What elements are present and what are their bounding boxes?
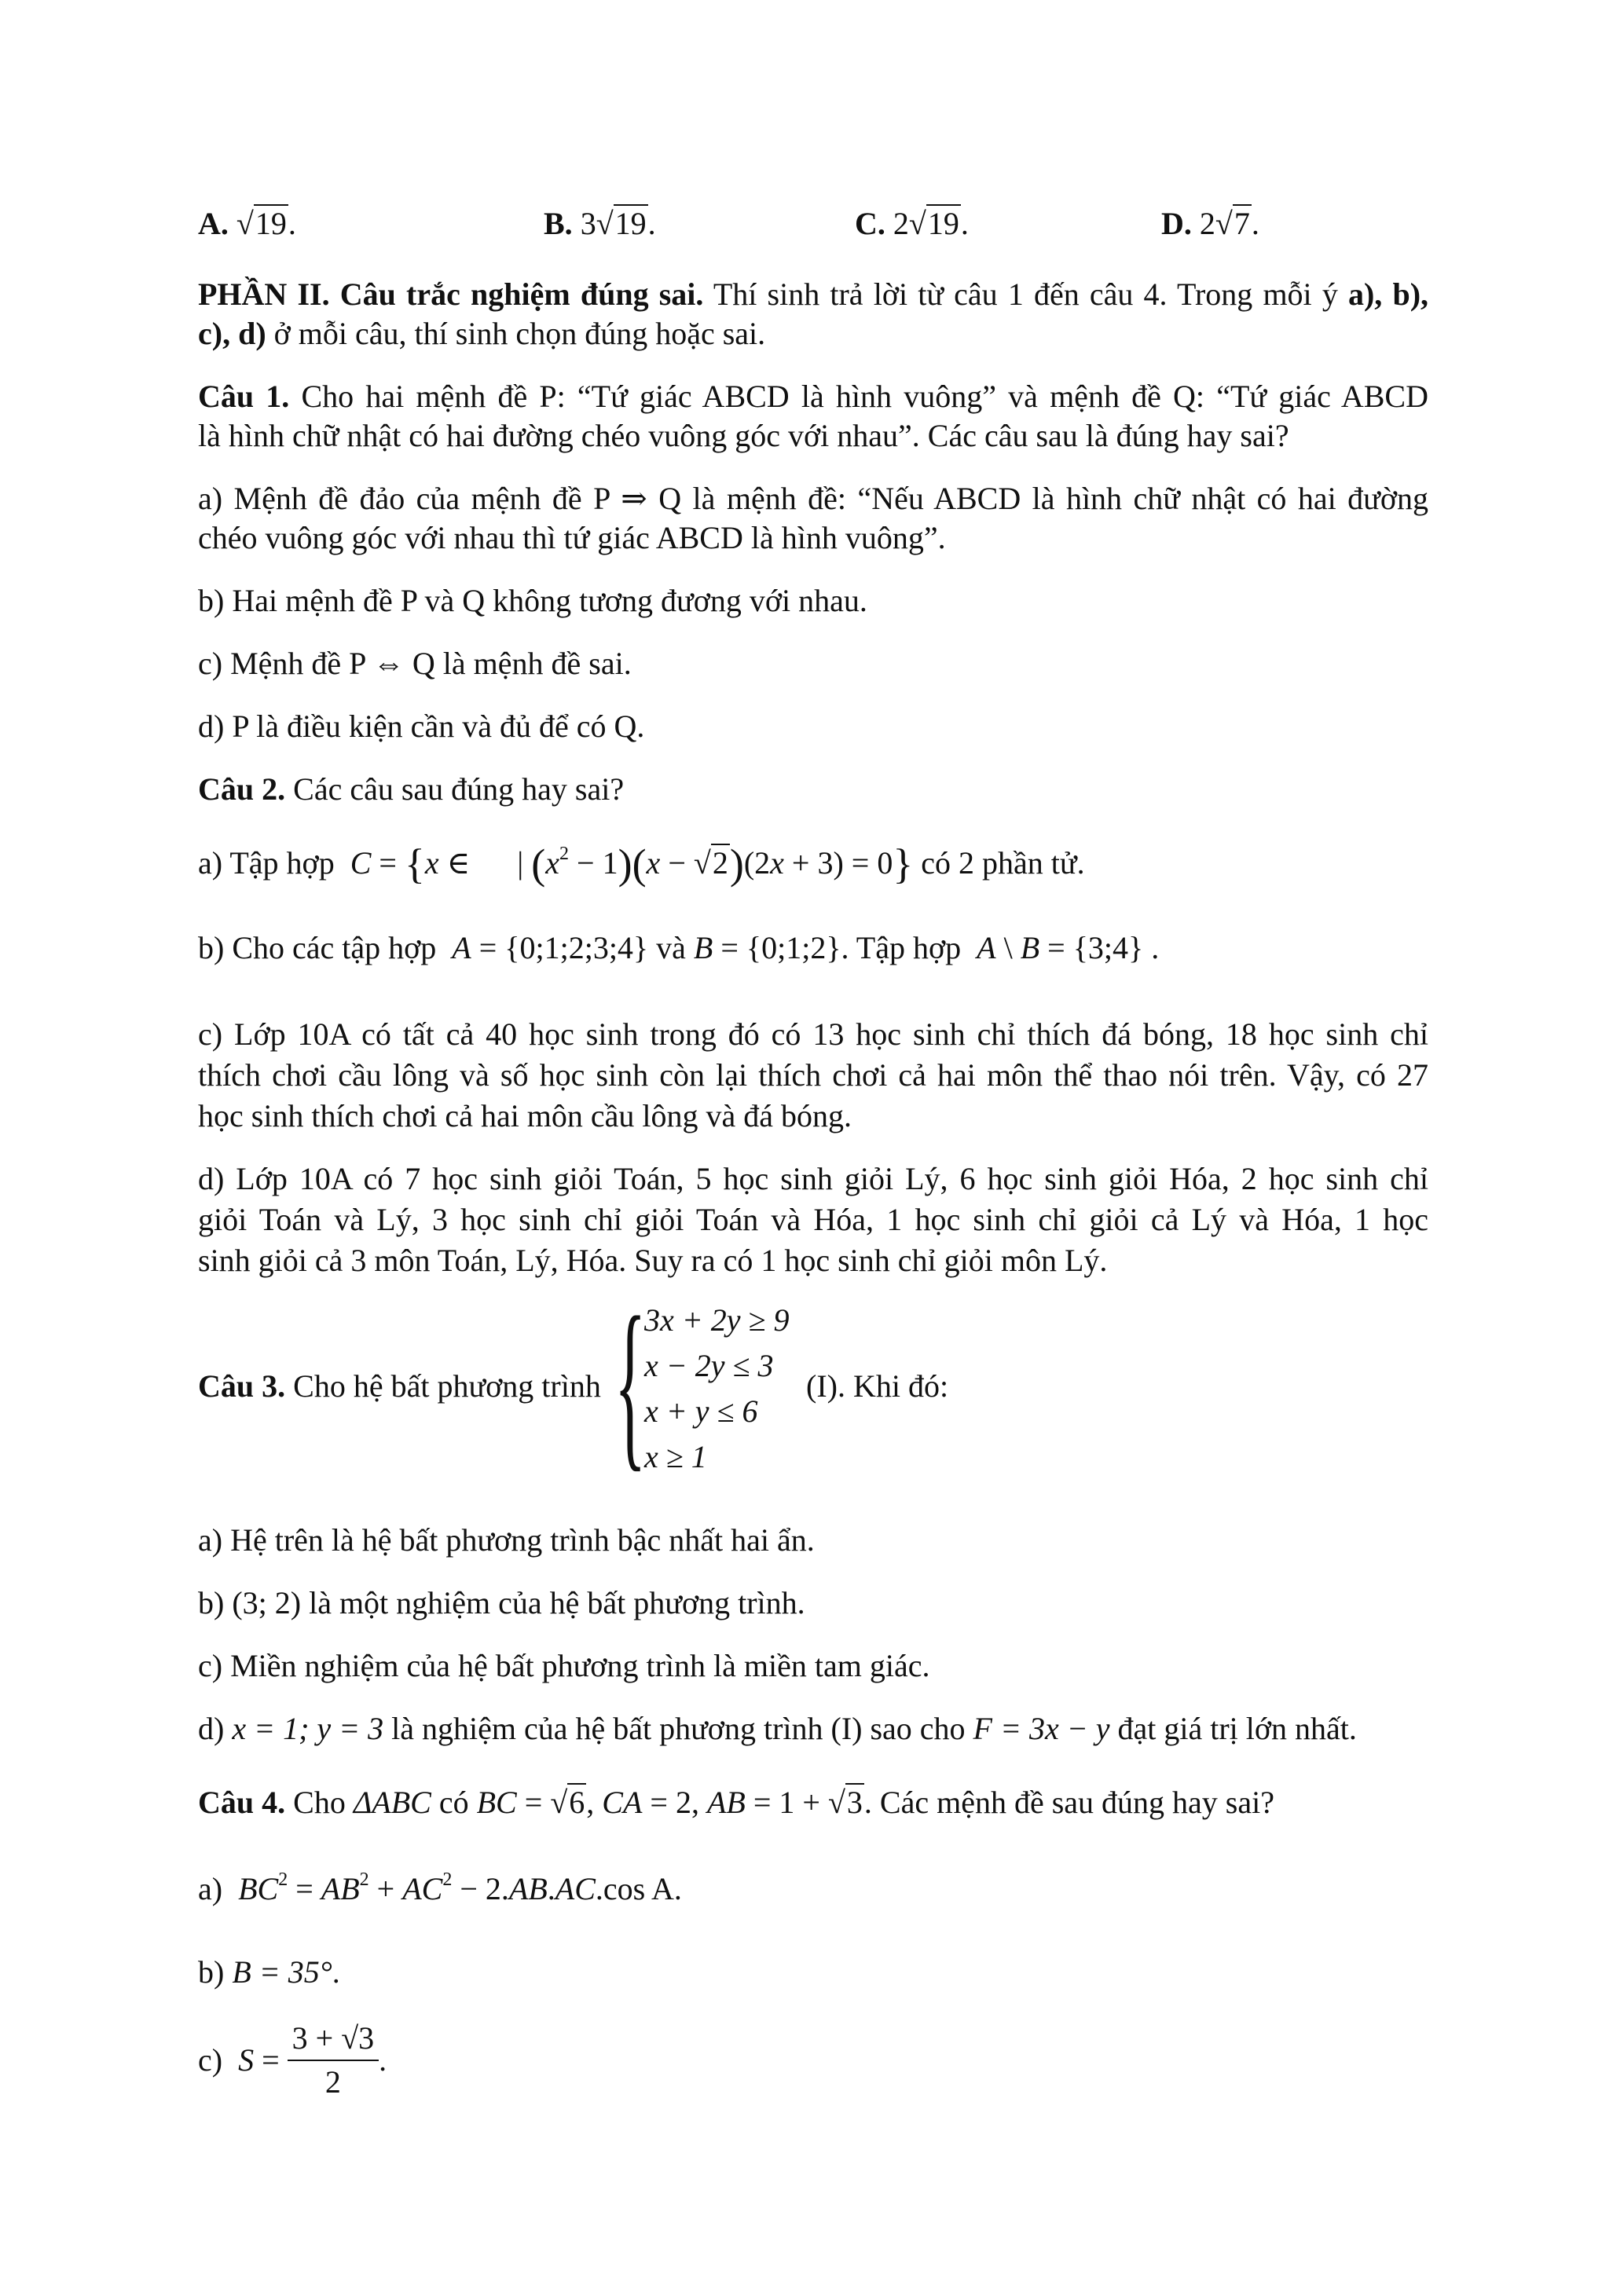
q2-option-c-line1: c) Lớp 10A có tất cả 40 học sinh trong đó có 13 học sinh chỉ thích đá bóng, 18 học sinh chỉ xyxy=(198,1016,1428,1052)
q3-system-label: (I). Khi đó: xyxy=(806,1368,949,1404)
part2-intro-line1: PHẦN II. Câu trắc nghiệm đúng sai. Thí sinh trả lời từ câu 1 đến câu 4. Trong mỗi ý a), b), xyxy=(198,276,1429,312)
q2-option-c-line2: thích chơi cầu lông và số học sinh còn lại thích chơi cả hai môn thể thao nói trên. Vậy, có 27 xyxy=(198,1057,1428,1093)
sqrt-expression: √7 xyxy=(1215,206,1250,241)
q1-option-c: c) Mệnh đề P ⇔ Q là mệnh đề sai. xyxy=(198,646,632,681)
sqrt-expression: √19 xyxy=(908,206,959,241)
set-c-expression: C xyxy=(342,845,372,881)
q1-option-b: b) Hai mệnh đề P và Q không tương đương với nhau. xyxy=(198,583,867,618)
option-d: D. 2√7. xyxy=(1161,203,1259,245)
sqrt-expression: √19 xyxy=(596,206,647,241)
system-row-2: x − 2y ≤ 3 xyxy=(644,1348,774,1383)
q2-option-d-line3: sinh giỏi cả 3 môn Toán, Lý, Hóa. Suy ra có 1 học sinh chỉ giỏi môn Lý. xyxy=(198,1243,1108,1278)
fraction: $\frac{3 + √3}{2}$ xyxy=(288,2017,379,2104)
system-brace: { xyxy=(614,1278,647,1487)
q2-option-d-line1: d) Lớp 10A có 7 học sinh giỏi Toán, 5 học sinh giỏi Lý, 6 học sinh giỏi Hóa, 2 học sinh chỉ xyxy=(198,1161,1428,1196)
q3-option-b: b) (3; 2) là một nghiệm của hệ bất phương trình. xyxy=(198,1585,805,1620)
q2-option-b: b) Cho các tập hợp A = {0;1;2;3;4} và B = {0;1;2}. Tập hợp A \ B = {3;4} . xyxy=(198,930,1160,965)
system-row-4: x ≥ 1 xyxy=(644,1439,707,1474)
q1-stem-line1: Câu 1. Cho hai mệnh đề P: “Tứ giác ABCD là hình vuông” và mệnh đề Q: “Tứ giác ABCD xyxy=(198,379,1428,414)
q2-option-c-line3: học sinh thích chơi cả hai môn cầu lông và đá bóng. xyxy=(198,1098,852,1133)
q1-option-a-line1: a) Mệnh đề đảo của mệnh đề P ⇒ Q là mệnh đề: “Nếu ABCD là hình chữ nhật có hai đường xyxy=(198,481,1428,516)
q3-stem: Câu 3. Cho hệ bất phương trình xyxy=(198,1368,601,1404)
option-b: B. 3√19. xyxy=(544,203,656,245)
part2-intro-line2: c), d) ở mỗi câu, thí sinh chọn đúng hoặc sai. xyxy=(198,316,766,351)
system-row-3: x + y ≤ 6 xyxy=(644,1393,758,1429)
q4-option-c: c) S = $\frac{3 + √3}{2}$ . xyxy=(198,2020,387,2107)
option-a: A. √19. xyxy=(198,203,296,245)
q3-option-a: a) Hệ trên là hệ bất phương trình bậc nhất hai ẩn. xyxy=(198,1522,815,1558)
q3-option-d: d) x = 1; y = 3 là nghiệm của hệ bất phương trình (I) sao cho F = 3x − y đạt giá trị lớn nhất. xyxy=(198,1711,1357,1746)
q1-stem-line2: là hình chữ nhật có hai đường chéo vuông góc với nhau”. Các câu sau là đúng hay sai? xyxy=(198,418,1289,453)
q1-option-a-line2: chéo vuông góc với nhau thì tứ giác ABCD là hình vuông”. xyxy=(198,520,946,555)
q4-stem: Câu 4. Cho ΔABC có BC = √6, CA = 2, AB = 1 + √3. Các mệnh đề sau đúng hay sai? xyxy=(198,1785,1274,1820)
q2-option-d-line2: giỏi Toán và Lý, 3 học sinh chỉ giỏi Toán và Hóa, 1 học sinh chỉ giỏi cả Lý và Hóa, 1 học xyxy=(198,1202,1428,1237)
system-row-1: 3x + 2y ≥ 9 xyxy=(644,1302,790,1338)
sqrt-expression: √19 xyxy=(236,206,287,241)
q1-option-d: d) P là điều kiện cần và đủ để có Q. xyxy=(198,709,645,744)
option-c: C. 2√19. xyxy=(855,203,969,245)
q4-option-a: a) $BC^2 = AB^2 + AC^2 - 2.AB.AC.\cos$ A. xyxy=(198,1869,682,1906)
q2-option-a: a) Tập hợp C = {x ∈ | $(x^2 - 1)(x - √2)(2x + 3) = 0$} có 2 phần tử. xyxy=(198,840,1085,888)
q2-stem: Câu 2. Các câu sau đúng hay sai? xyxy=(198,771,625,807)
q3-option-c: c) Miền nghiệm của hệ bất phương trình là miền tam giác. xyxy=(198,1648,930,1683)
q4-option-b: b) B = 35°. xyxy=(198,1954,340,1990)
